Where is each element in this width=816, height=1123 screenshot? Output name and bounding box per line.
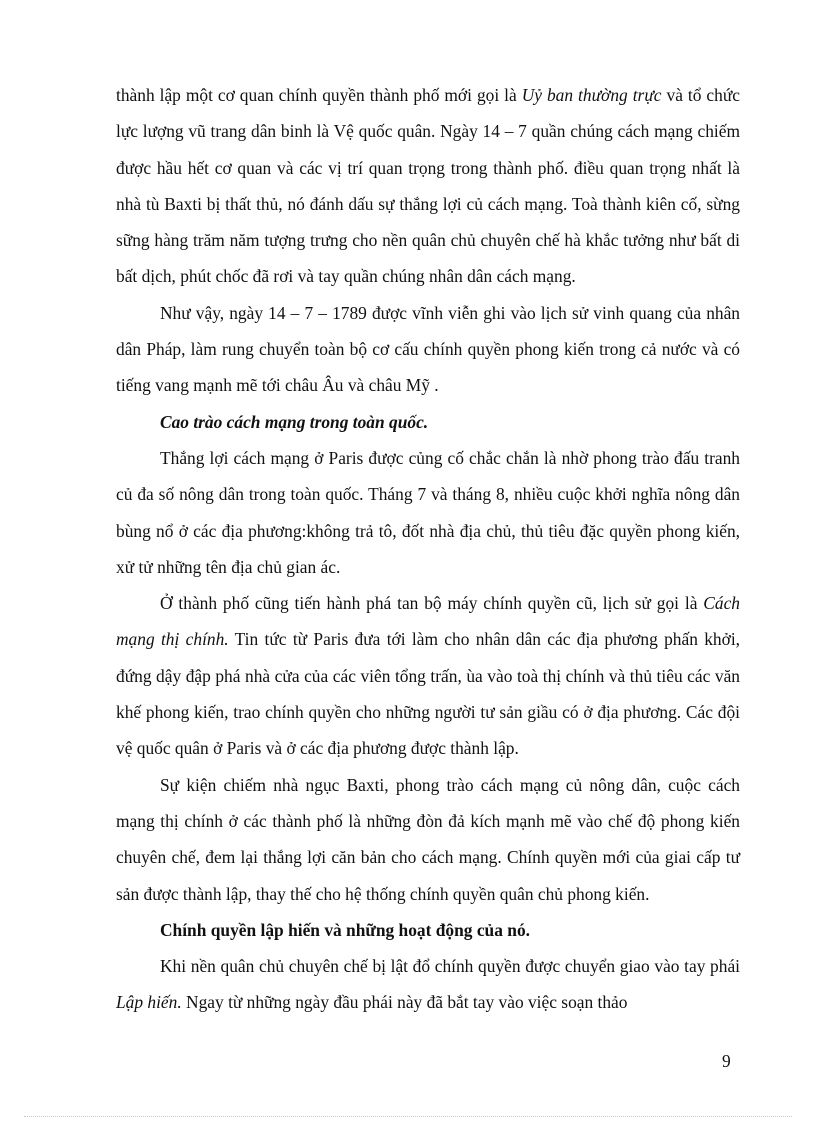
text-run: thành lập một cơ quan chính quyền thành phố mới gọi là (116, 85, 522, 105)
text-run: Khi nền quân chủ chuyên chế bị lật đổ chính quyền được chuyển giao vào tay phái (160, 956, 740, 977)
paragraph-uy-ban (116, 77, 740, 295)
text-run: Ngay từ những ngày đầu phái này đã bắt tay vào việc soạn thảo (181, 992, 628, 1013)
text-run: Ở thành phố cũng tiến hành phá tan bộ máy chính quyền cũ, lịch sử gọi là (160, 593, 704, 614)
page-number: 9 (722, 1051, 731, 1071)
paragraph-lap-hien (116, 948, 740, 1021)
italic-term-uy-ban: Uỷ ban thường trực (521, 85, 662, 105)
italic-term-thi-chinh: Cách mạng thị chính. (116, 593, 740, 650)
paragraph-14-7-1789: Như vậy, ngày 14 – 7 – 1789 được vĩnh viễn ghi vào lịch sử vinh quang của nhân dân Pháp, làm rung chuyển toàn bộ cơ cấu chính quyền phong kiến trong cả nước và có tiếng vang mạnh mẽ tới châu Âu và châu Mỹ . (116, 302, 740, 396)
section-heading-lap-hien: Chính quyền lập hiến và những hoạt động của nó. (160, 919, 530, 940)
paragraph-nong-dan: Thắng lợi cách mạng ở Paris được củng cố chắc chắn là nhờ phong trào đấu tranh củ đa số nông dân trong toàn quốc. Tháng 7 và tháng 8, nhiều cuộc khởi nghĩa nông dân bùng nổ ở các địa phương:không trả tô, đốt nhà địa chủ, thủ tiêu đặc quyền phong kiến, xử tử những tên địa chủ gian ác. (116, 447, 740, 577)
footer-divider (24, 1116, 792, 1117)
text-run: và tổ chức lực lượng vũ trang dân binh là Vệ quốc quân. Ngày 14 – 7 quần chúng cách mạng chiếm được hầu hết cơ quan và các vị trí quan trọng trong thành phố. điều quan trọng nhất là nhà tù Baxti bị thất thủ, nó đánh dấu sự thắng lợi củ cách mạng. Toà thành kiên cố, sừng sững hàng trăm năm tượng trưng cho nền quân chủ chuyên chế hà khắc tưởng như bất di bất dịch, phút chốc đã rơi và tay quần chúng nhân dân cách mạng. (116, 85, 740, 287)
page-body (116, 77, 740, 1021)
paragraph-thi-chinh (116, 585, 740, 766)
italic-term-lap-hien: Lập hiến. (116, 992, 182, 1013)
paragraph-baxti: Sự kiện chiếm nhà ngục Baxti, phong trào cách mạng củ nông dân, cuộc cách mạng thị chính ở các thành phố là những đòn đả kích mạnh mẽ vào chế độ phong kiến chuyên chế, đem lại thắng lợi căn bản cho cách mạng. Chính quyền mới của giai cấp tư sản được thành lập, thay thế cho hệ thống chính quyền quân chủ phong kiến. (116, 774, 740, 904)
section-heading-cao-trao: Cao trào cách mạng trong toàn quốc. (160, 411, 429, 432)
text-run: Tin tức từ Paris đưa tới làm cho nhân dân các địa phương phấn khởi, đứng dậy đập phá nhà cửa của các viên tổng trấn, ùa vào toà thị chính và thủ tiêu các văn khế phong kiến, trao chính quyền cho những người tư sản giầu có ở địa phương. Các đội vệ quốc quân ở Paris và ở các địa phương được thành lập. (116, 629, 740, 759)
